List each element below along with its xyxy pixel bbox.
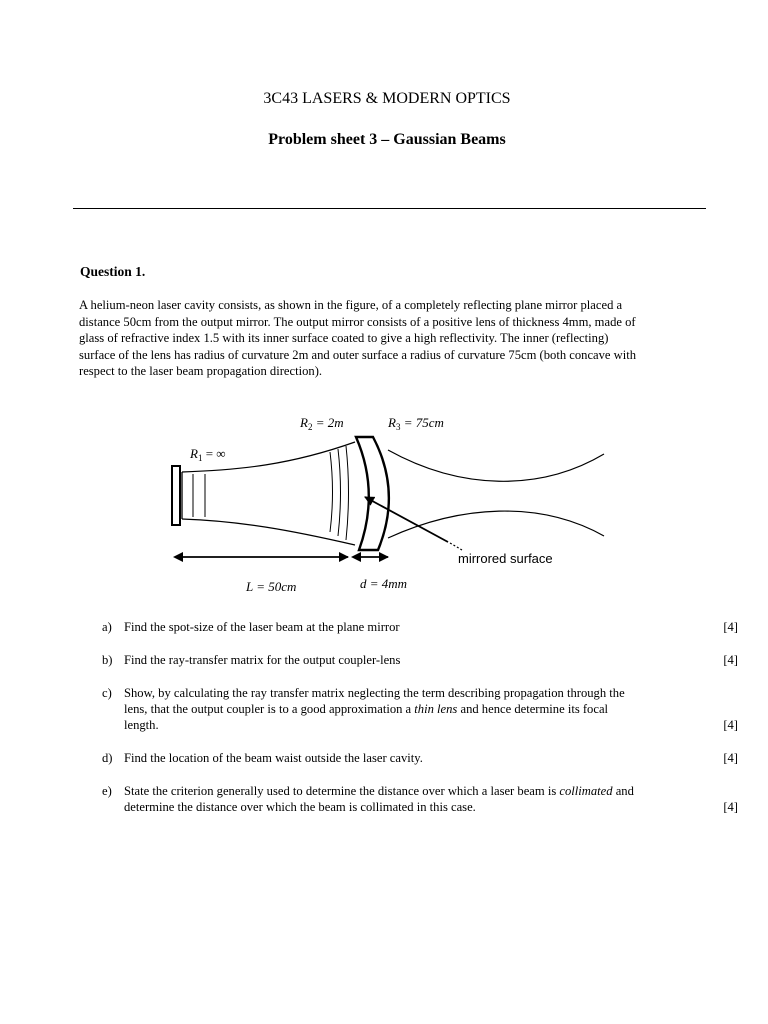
- header-divider: [73, 208, 706, 209]
- part-text: [124, 701, 684, 717]
- part-text-emphasis: thin lens: [414, 702, 458, 716]
- output-beam-lower: [388, 511, 604, 538]
- output-beam-upper: [388, 450, 604, 481]
- part-marks: [4]: [723, 620, 738, 634]
- r2-eq: = 2m: [312, 415, 344, 430]
- question-intro: [79, 297, 719, 380]
- r2-var: R: [300, 415, 308, 430]
- part-marks: [4]: [723, 800, 738, 814]
- part-text: Show, by calculating the ray transfer matrix neglecting the term describing propagation through the: [124, 686, 625, 700]
- r1-var: R: [190, 446, 198, 461]
- part-text-segment: lens, that the output coupler is to a good approximation a: [124, 702, 415, 716]
- part-text: [124, 783, 684, 799]
- part-letter: c): [102, 686, 112, 700]
- wavefront-curve: [338, 449, 341, 536]
- r3-eq: = 75cm: [400, 415, 444, 430]
- r1-sub: 1: [197, 453, 203, 463]
- wavefront-curve: [330, 452, 333, 532]
- mirrored-surface-dashes: [450, 543, 462, 550]
- wavefront-curve: [346, 446, 349, 540]
- part-text-segment: and: [612, 784, 634, 798]
- r1-eq: = ∞: [202, 446, 226, 461]
- part-text-segment: State the criterion generally used to determine the distance over which a laser beam is: [124, 784, 560, 798]
- r1-label: [189, 446, 226, 463]
- intro-line: distance 50cm from the output mirror. The output mirror consists of a positive lens of thickness 4mm, made of: [79, 314, 636, 329]
- intro-line: respect to the laser beam propagation direction).: [79, 364, 323, 378]
- r2-label: [299, 415, 344, 432]
- intro-line: A helium-neon laser cavity consists, as shown in the figure, of a completely reflecting plane mirror placed a: [79, 298, 623, 312]
- part-letter: e): [102, 784, 112, 798]
- part-letter: d): [102, 751, 113, 765]
- part-letter: a): [102, 620, 112, 634]
- beam-edge-lower: [182, 519, 355, 545]
- part-marks: [4]: [723, 751, 738, 765]
- course-title: 3C43 LASERS & MODERN OPTICS: [263, 90, 511, 107]
- intro-line: surface of the lens has radius of curvature 2m and outer surface a radius of curvature 75cm (both concave with: [79, 347, 637, 362]
- plane-mirror: [172, 466, 180, 525]
- part-marks: [4]: [723, 653, 738, 667]
- part-text-emphasis: collimated: [559, 784, 613, 798]
- laser-cavity-diagram: [160, 400, 620, 600]
- r2-sub: 2: [307, 422, 313, 432]
- output-coupler-lens: [356, 437, 389, 550]
- sheet-title: Problem sheet 3 – Gaussian Beams: [268, 131, 506, 148]
- r3-var: R: [388, 415, 396, 430]
- thickness-label: d = 4mm: [360, 576, 408, 591]
- intro-line: glass of refractive index 1.5 with its inner surface coated to give a high reflectivity. The inner (reflecting): [79, 331, 609, 345]
- r3-sub: 3: [395, 422, 401, 432]
- part-text: Find the location of the beam waist outside the laser cavity.: [124, 751, 423, 765]
- part-marks: [4]: [723, 718, 738, 732]
- question-heading: Question 1.: [80, 264, 146, 279]
- mirrored-surface-label: mirrored surface: [458, 551, 553, 566]
- r3-label: [387, 415, 444, 432]
- part-text: determine the distance over which the beam is collimated in this case.: [124, 800, 476, 814]
- part-text: Find the ray-transfer matrix for the output coupler-lens: [124, 653, 401, 667]
- part-text: length.: [124, 718, 159, 732]
- part-text: Find the spot-size of the laser beam at the plane mirror: [124, 620, 400, 634]
- length-label: L = 50cm: [246, 579, 297, 594]
- part-letter: b): [102, 653, 113, 667]
- part-text-segment: and hence determine its focal: [457, 702, 609, 716]
